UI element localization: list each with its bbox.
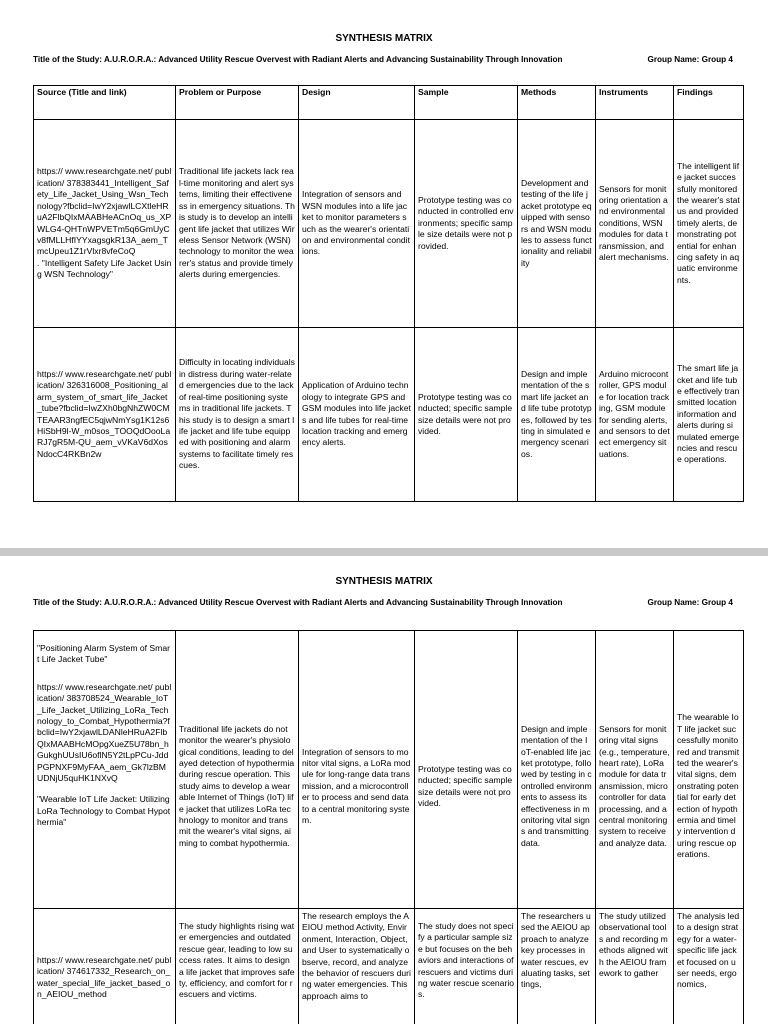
methods-cell: Design and implementation of the smart life jacket and life tube prototypes, followed by testing in simulated emergency scenarios. [518, 328, 596, 502]
col-header-source: Source (Title and link) [34, 86, 176, 120]
study-title-line [33, 598, 733, 607]
problem-cell: The study highlights rising water emergencies and outdated rescue gear, leading to low success rates. It aims to design a life jacket that improves safety, efficiency, and comfort for rescuers and victims. [176, 909, 299, 1024]
methods-cell: Design and implementation of the IoT-enabled life jacket prototype, followed by testing in controlled environments to assess its effectiveness in monitoring vital signs and transmitting data. [518, 631, 596, 909]
col-header-findings: Findings [674, 86, 744, 120]
matrix-heading: SYNTHESIS MATRIX [335, 33, 433, 44]
group-name: Group Name: Group 4 [647, 598, 733, 607]
col-header-problem: Problem or Purpose [176, 86, 299, 120]
sample-cell: Prototype testing was conducted; specific sample size details were not provided. [415, 328, 518, 502]
findings-cell: The analysis led to a design strategy for a water-specific life jacket focused on user needs, ergonomics, [674, 909, 744, 1024]
col-header-design: Design [299, 86, 415, 120]
col-header-sample: Sample [415, 86, 518, 120]
source-title: . "Intelligent Safety Life Jacket Using WSN Technology" [37, 257, 172, 280]
problem-cell: Traditional life jackets do not monitor the wearer's physiological conditions, leading to delayed detection of hypothermia during rescue operation. This study aims to develop a wearable Internet of Things (IoT) life jacket that utilizes LoRa technology to monitor and transmit the wearer's vital signs, aiming to combat hypothermia. [176, 631, 299, 909]
source-cell [34, 631, 176, 909]
source-link[interactable]: https:// www.researchgate.net/ publication/ 383708524_Wearable_IoT_Life_Jacket_Utilizing_LoRa_Technology_to_Combat_Hypothermia?fbclid=IwY2xjawlLDANleHRuA2FlbQIxMAABHcMOpgXueZ5U78bn_hGukghUUsIU6oflN5Y2tLpPCu-JddPGPNXF9MyFAA_aem_Gk7lzBMUDNjU5quHK1NXvQ [37, 681, 172, 784]
table-row [34, 909, 744, 1024]
instruments-cell: Sensors for monitoring orientation and environmental conditions, WSN modules for data transmission, and alert mechanisms. [596, 120, 674, 328]
table-row [34, 328, 744, 502]
methods-cell: Development and testing of the life jacket prototype equipped with sensors and WSN modules to assess functionality and reliability [518, 120, 596, 328]
design-cell: Integration of sensors and WSN modules into a life jacket to monitor parameters such as the wearer's orientation and environmental conditions. [299, 120, 415, 328]
findings-cell: The intelligent life jacket successfully monitored the wearer's status and provided timely alerts, demonstrating potential for enhancing safety in aquatic environments. [674, 120, 744, 328]
study-title: Title of the Study: A.U.R.O.R.A.: Advanced Utility Rescue Overvest with Radiant Alerts and Advancing Sustainability Through Innovation [33, 598, 563, 607]
sample-cell: Prototype testing was conducted; specific sample size details were not provided. [415, 631, 518, 909]
source-cell [34, 328, 176, 502]
col-header-methods: Methods [518, 86, 596, 120]
source-title: "Wearable IoT Life Jacket: Utilizing LoRa Technology to Combat Hypothermia" [37, 794, 171, 828]
sample-cell: Prototype testing was conducted in controlled environments; specific sample size details were not provided. [415, 120, 518, 328]
design-cell: Application of Arduino technology to integrate GPS and GSM modules into life jackets and life tubes for real-time location tracking and emergency alerts. [299, 328, 415, 502]
group-name: Group Name: Group 4 [647, 55, 733, 64]
problem-cell: Traditional life jackets lack real-time monitoring and alert systems, limiting their effectiveness in emergency situations. This study is to develop an intelligent life jacket that utilizes Wireless Sensor Network (WSN) technology to monitor the wearer's status and provide timely alerts during emergencies. [176, 120, 299, 328]
table-row [34, 631, 744, 909]
table-header-row [34, 86, 744, 120]
table-row [34, 120, 744, 328]
instruments-cell: Sensors for monitoring vital signs (e.g., temperature, heart rate), LoRa module for data transmission, microcontroller for data processing, and a central monitoring system to receive and analyze data. [596, 631, 674, 909]
design-cell: Integration of sensors to monitor vital signs, a LoRa module for long-range data transmission, and a microcontroller to process and send data to a central monitoring system. [299, 631, 415, 909]
study-title: Title of the Study: A.U.R.O.R.A.: Advanced Utility Rescue Overvest with Radiant Alerts and Advancing Sustainability Through Innovation [33, 55, 563, 64]
matrix-heading: SYNTHESIS MATRIX [335, 576, 433, 587]
instruments-cell: Arduino microcontroller, GPS module for location tracking, GSM module for sending alerts, and sensors to detect emergency situations. [596, 328, 674, 502]
synthesis-table-page-2 [33, 630, 744, 1024]
source-link[interactable]: https:// www.researchgate.net/ publication/ 326316008_Positioning_alarm_system_of_smart_life_Jacket_tube?fbclid=IwZXh0bgNhZW0CMTEAAR3ngfEC5qjwNmYsg1K12s6HiSbH9l-W_m0sos_TOOQdOooLaRJ7gR5M-QU_aem_vVKaV6dXosNdocC4RKBn2w [37, 368, 172, 459]
findings-cell: The wearable IoT life jacket successfully monitored and transmitted the wearer's vital signs, demonstrating potential for early detection of hypothermia and timely intervention during rescue operations. [674, 631, 744, 909]
source-link[interactable]: https:// www.researchgate.net/ publication/ 374617332_Research_on_water_special_life_jacket_based_on_AEIOU_method [37, 955, 172, 1000]
findings-cell: The smart life jacket and life tube effectively transmitted location information and alerts during simulated emergencies and rescue operations. [674, 328, 744, 502]
col-header-instruments: Instruments [596, 86, 674, 120]
design-cell: The research employs the AEIOU method Activity, Environment, Interaction, Object, and User to systematically observe, record, and analyze the behavior of rescuers during water emergencies. This approach aims to [299, 909, 415, 1024]
source-cell [34, 120, 176, 328]
source-cell [34, 909, 176, 1024]
instruments-cell: The study utilized observational tools and recording methods aligned with the AEIOU framework to gather [596, 909, 674, 1024]
methods-cell: The researchers used the AEIOU approach to analyze key processes in water rescues, evaluating tasks, settings, [518, 909, 596, 1024]
source-title-top: "Positioning Alarm System of Smart Life Jacket Tube" [37, 643, 170, 665]
source-link[interactable]: https:// www.researchgate.net/ publication/ 378383441_Intelligent_Safety_Life_Jacket_Using_Wsn_Technology?fbclid=IwY2xjawlLCXtleHRuA2FlbQIxMAABHeACnOq_us_XPWLG4-QHTnWPVETm5q6GmUyCv8fMLLHfIYYxagsgkR13A_aem_TmcUpeu1Z1rVlxr8vfeCoQ [37, 166, 172, 257]
sample-cell: The study does not specify a particular sample size but focuses on the behaviors and interactions of rescuers and victims during water rescue scenarios. [415, 909, 518, 1024]
study-title-line [33, 55, 733, 64]
document-page-2 [0, 556, 768, 1024]
synthesis-table-page-1 [33, 85, 744, 502]
problem-cell: Difficulty in locating individuals in distress during water-related emergencies due to the lack of real-time positioning systems in traditional life jackets. This study is to design a smart life jacket and life tube equipped with positioning and alarm systems to facilitate timely rescues. [176, 328, 299, 502]
